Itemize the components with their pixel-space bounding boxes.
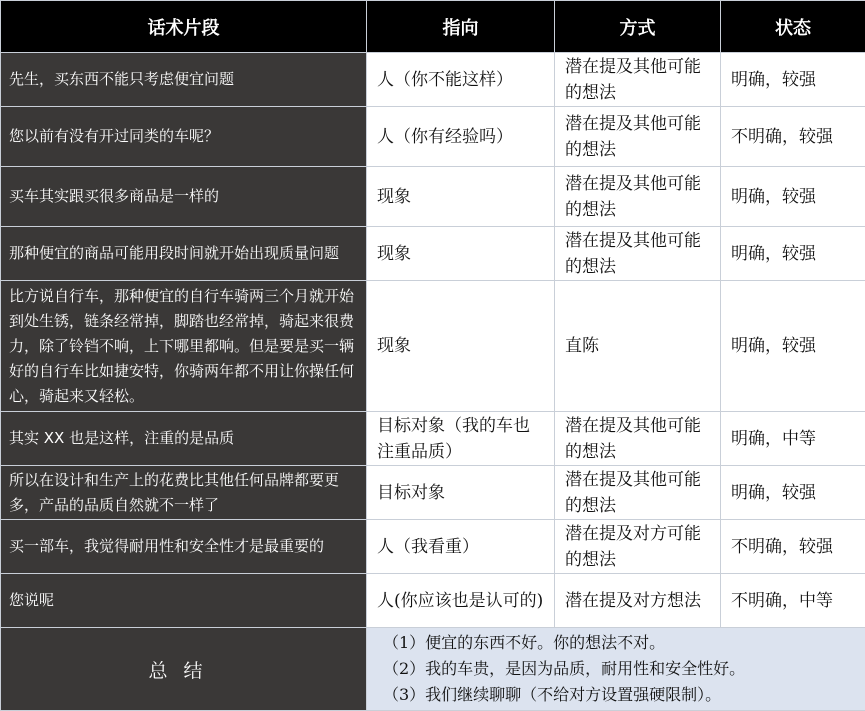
target-cell: 人（我看重）	[367, 520, 555, 574]
method-cell: 直陈	[555, 281, 721, 412]
segment-cell: 您以前有没有开过同类的车呢？	[1, 107, 367, 167]
table-row	[1, 281, 865, 412]
segment-cell: 所以在设计和生产上的花费比其他任何品牌都要更多，产品的品质自然就不一样了	[1, 466, 367, 520]
status-cell: 明确，较强	[721, 466, 865, 520]
table-row	[1, 53, 865, 107]
target-cell: 现象	[367, 281, 555, 412]
segment-cell: 您说呢	[1, 574, 367, 628]
target-cell: 人（你不能这样）	[367, 53, 555, 107]
table-row	[1, 167, 865, 227]
segment-cell: 比方说自行车，那种便宜的自行车骑两三个月就开始到处生锈，链条经常掉，脚踏也经常掉，骑起来很费力，除了铃铛不响，上下哪里都响。但是要是买一辆好的自行车比如捷安特，你骑两年都不用让你操任何心，骑起来又轻松。	[1, 281, 367, 412]
status-cell: 明确，较强	[721, 281, 865, 412]
segment-cell: 买一部车，我觉得耐用性和安全性才是最重要的	[1, 520, 367, 574]
method-cell: 潜在提及其他可能的想法	[555, 107, 721, 167]
segment-cell: 买车其实跟买很多商品是一样的	[1, 167, 367, 227]
table-row	[1, 520, 865, 574]
method-cell: 潜在提及其他可能的想法	[555, 53, 721, 107]
target-cell: 人（你有经验吗）	[367, 107, 555, 167]
table-row	[1, 227, 865, 281]
summary-line: （1）便宜的东西不好。你的想法不对。	[383, 630, 857, 656]
table-row	[1, 466, 865, 520]
method-cell: 潜在提及其他可能的想法	[555, 412, 721, 466]
status-cell: 不明确，较强	[721, 520, 865, 574]
status-cell: 不明确，中等	[721, 574, 865, 628]
summary-row	[1, 628, 865, 711]
table-row	[1, 574, 865, 628]
method-cell: 潜在提及其他可能的想法	[555, 167, 721, 227]
status-cell: 明确，较强	[721, 167, 865, 227]
header-segment: 话术片段	[1, 1, 367, 53]
summary-body	[367, 628, 865, 711]
target-cell: 现象	[367, 227, 555, 281]
summary-line: （2）我的车贵，是因为品质，耐用性和安全性好。	[383, 656, 857, 682]
status-cell: 明确，中等	[721, 412, 865, 466]
status-cell: 明确，较强	[721, 53, 865, 107]
status-cell: 不明确，较强	[721, 107, 865, 167]
target-cell: 目标对象（我的车也注重品质）	[367, 412, 555, 466]
table-row	[1, 412, 865, 466]
segment-cell: 其实 XX 也是这样，注重的是品质	[1, 412, 367, 466]
target-cell: 现象	[367, 167, 555, 227]
header-status: 状态	[721, 1, 865, 53]
status-cell: 明确，较强	[721, 227, 865, 281]
method-cell: 潜在提及对方想法	[555, 574, 721, 628]
segment-cell: 那种便宜的商品可能用段时间就开始出现质量问题	[1, 227, 367, 281]
method-cell: 潜在提及其他可能的想法	[555, 227, 721, 281]
method-cell: 潜在提及对方可能的想法	[555, 520, 721, 574]
header-target: 指向	[367, 1, 555, 53]
target-cell: 人(你应该也是认可的)	[367, 574, 555, 628]
summary-label: 总结	[1, 628, 367, 711]
header-row	[1, 1, 865, 53]
table-row	[1, 107, 865, 167]
summary-line: （3）我们继续聊聊（不给对方设置强硬限制）。	[383, 682, 857, 708]
segment-cell: 先生，买东西不能只考虑便宜问题	[1, 53, 367, 107]
header-method: 方式	[555, 1, 721, 53]
method-cell: 潜在提及其他可能的想法	[555, 466, 721, 520]
target-cell: 目标对象	[367, 466, 555, 520]
